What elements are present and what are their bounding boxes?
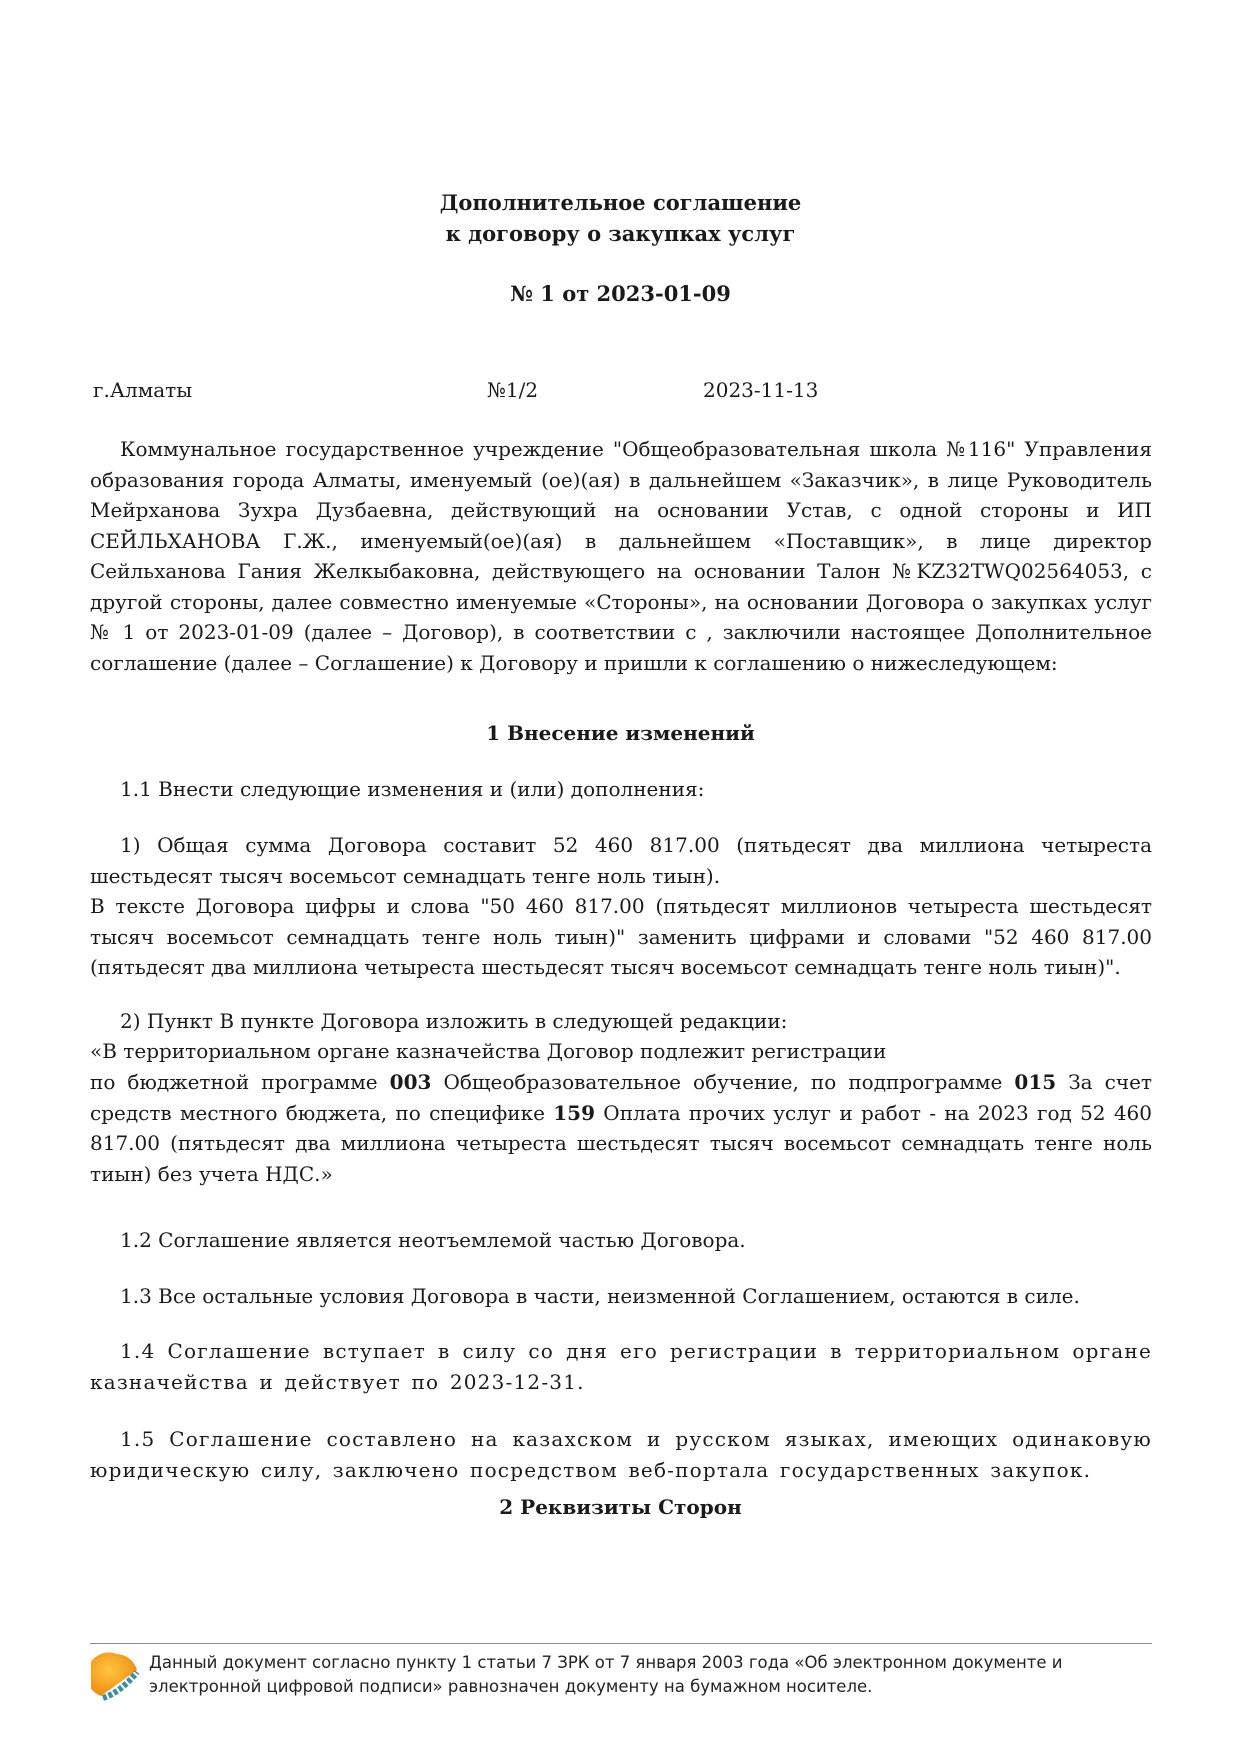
item-2: 2) Пункт В пункте Договора изложить в следующей редакции:: [120, 1009, 788, 1033]
quote-text: Общеобразовательное обучение, по подпрограмме: [431, 1070, 1015, 1094]
item-1-3: 1.3 Все остальные условия Договора в части, неизменной Соглашением, остаются в силе.: [120, 1284, 1080, 1308]
program-code: 003: [389, 1070, 432, 1094]
city: г.Алматы: [93, 378, 193, 402]
document-date: 2023-11-13: [703, 378, 819, 402]
egov-sun-logo-icon: [91, 1650, 143, 1702]
title-line-2: к договору о закупках услуг: [445, 221, 796, 246]
item-1-5: 1.5 Соглашение составлено на казахском и русском языках, имеющих одинаковую юридическую силу, заключено посредством веб-портала государственных закупок.: [90, 1427, 1152, 1482]
title-line-1: Дополнительное соглашение: [439, 190, 802, 215]
quote-text: За счет средств местного бюджета, по специфике: [90, 1070, 1152, 1125]
specific-code: 159: [553, 1100, 596, 1125]
item-1-1: 1.1 Внести следующие изменения и (или) дополнения:: [120, 777, 705, 801]
footer-divider: [90, 1643, 1152, 1644]
item-2-quote-line-1: «В территориальном органе казначейства Договор подлежит регистрации: [90, 1039, 887, 1063]
subprogram-code: 015: [1014, 1070, 1057, 1094]
item-2-quote: [90, 1067, 1152, 1189]
intro-paragraph: Коммунальное государственное учреждение "Общеобразовательная школа №116" Управления образования города Алматы, именуемый (ое)(ая) в дальнейшем «Заказчик», в лице Руководитель Мейрханова Зухра Дузбаевна, действующий на основании Устав, с одной стороны и ИП СЕЙЛЬХАНОВА Г.Ж., именуемый(ое)(ая) в дальнейшем «Поставщик», в лице директор Сейльханова Гания Желкыбаковна, действующего на основании Талон №KZ32TWQ02564053, с другой стороны, далее совместно именуемые «Стороны», на основании Договора о закупках услуг № 1 от 2023-01-09 (далее – Договор), в соответствии с , заключили настоящее Дополнительное соглашение (далее – Соглашение) к Договору и пришли к соглашению о нижеследующем:: [90, 437, 1152, 675]
item-1-replace-text: В тексте Договора цифры и слова "50 460 817.00 (пятьдесят миллионов четыреста шестьдесят тысяч восемьсот семнадцать тенге ноль тиын)" заменить цифрами и словами "52 460 817.00 (пятьдесят два миллиона четыреста шестьдесят тысяч восемьсот семнадцать тенге ноль тиын)".: [90, 894, 1152, 979]
footer-legal-notice: Данный документ согласно пункту 1 статьи 7 ЗРК от 7 января 2003 года «Об электронном документе и электронной цифровой подписи» равнозначен документу на бумажном носителе.: [149, 1653, 1063, 1696]
section-2-heading: 2 Реквизиты Сторон: [499, 1495, 742, 1519]
document-number: №1/2: [487, 378, 539, 402]
item-1-4: 1.4 Соглашение вступает в силу со дня его регистрации в территориальном органе казначейства и действует по 2023-12-31.: [90, 1339, 1152, 1394]
item-1-total-sum: 1) Общая сумма Договора составит 52 460 817.00 (пятьдесят два миллиона четыреста шестьдесят тысяч восемьсот семнадцать тенге ноль тиын).: [90, 833, 1152, 888]
section-1-heading: 1 Внесение изменений: [486, 721, 755, 745]
quote-text: Оплата прочих услуг и работ - на 2023 год 52 460 817.00 (пятьдесят два миллиона четыреста шестьдесят тысяч восемьсот семнадцать тенге ноль тиын) без учета НДС.»: [90, 1100, 1152, 1186]
agreement-number: № 1 от 2023-01-09: [510, 281, 731, 306]
item-1-2: 1.2 Соглашение является неотъемлемой частью Договора.: [120, 1228, 746, 1252]
quote-text: по бюджетной программе: [90, 1070, 390, 1094]
